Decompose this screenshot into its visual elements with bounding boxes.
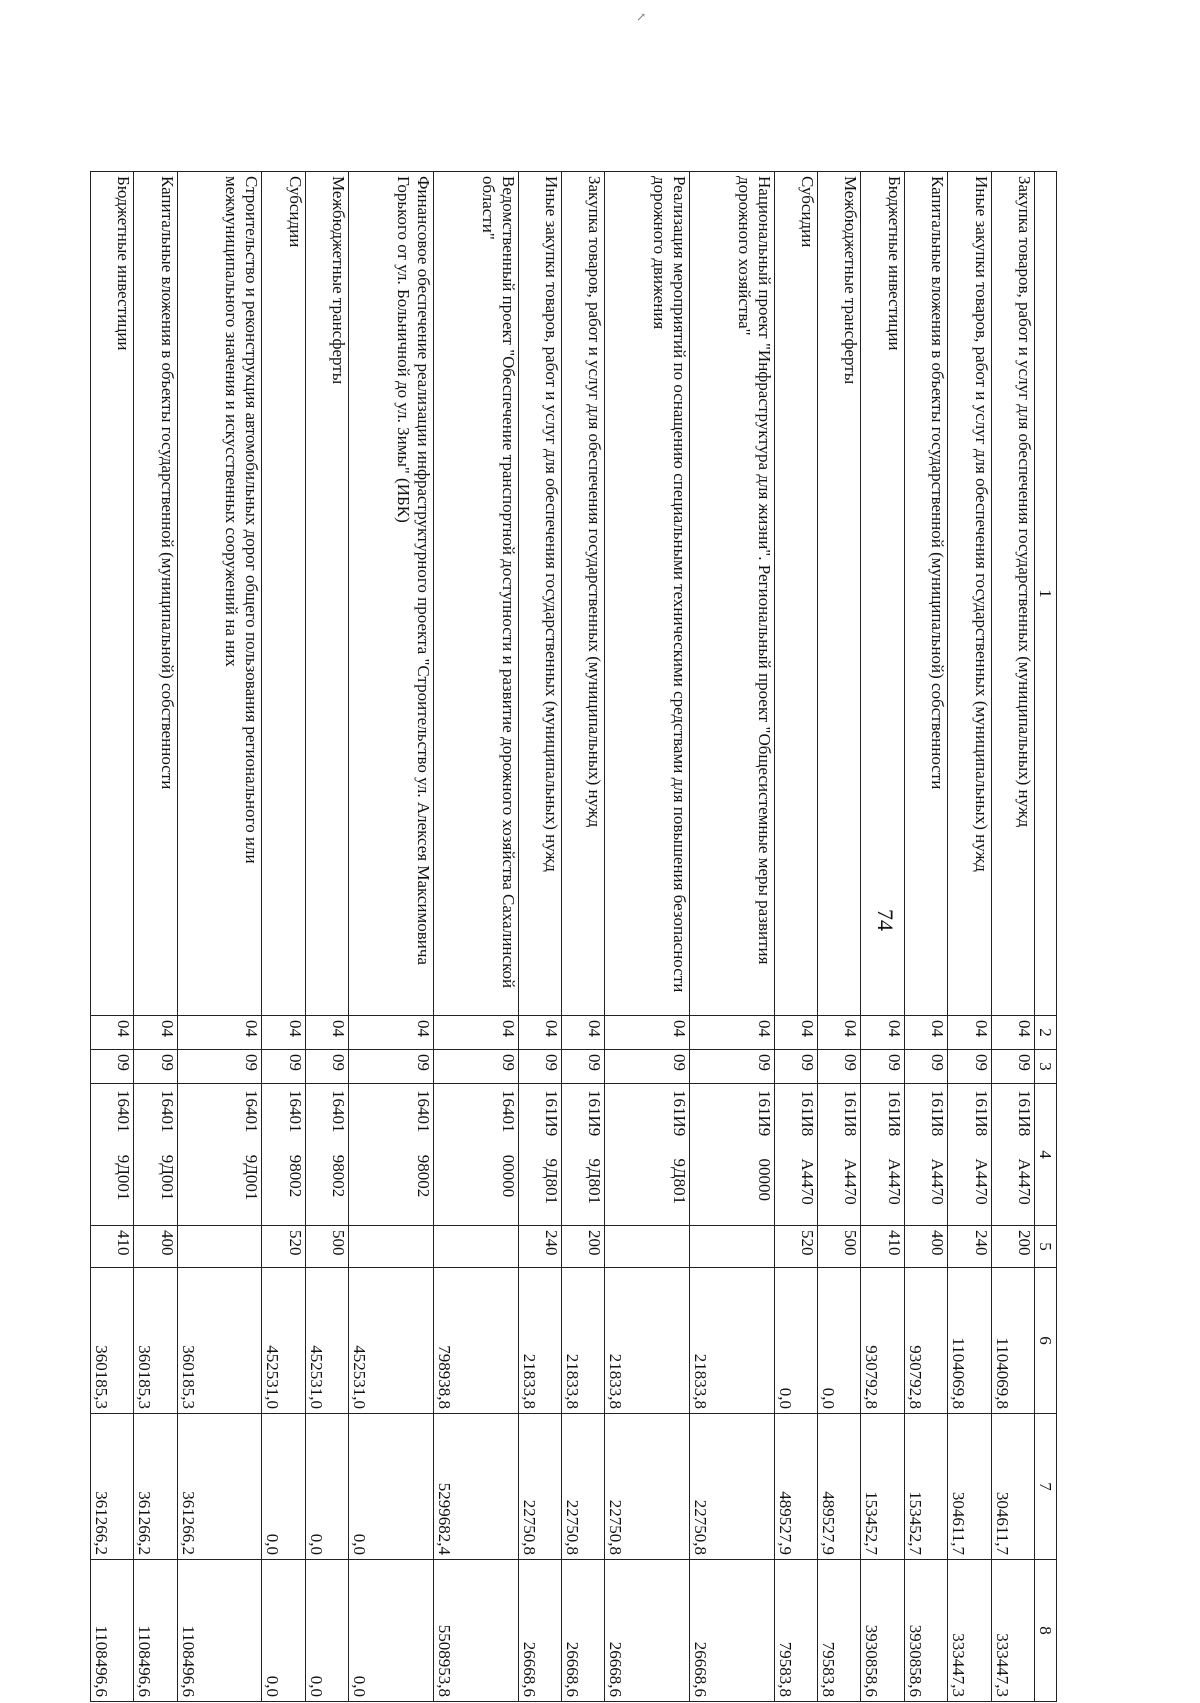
expense-type-cell: 500 <box>818 1226 861 1268</box>
amount-col7-cell: 22750,8 <box>605 1414 690 1560</box>
header-cell: 7 <box>1035 1414 1057 1560</box>
subsection-code-cell: 09 <box>562 1050 605 1084</box>
amount-col7-cell: 361266,2 <box>177 1414 262 1560</box>
amount-col6-cell: 1104069,8 <box>991 1268 1034 1414</box>
header-cell: 6 <box>1035 1268 1057 1414</box>
subsection-code-cell: 09 <box>349 1050 434 1084</box>
row-name-cell: Реализация мероприятий по оснащению специальными техническими средствами для повышения безопасности дорожного движения <box>605 172 690 1016</box>
table-row <box>433 172 518 1702</box>
expense-type-cell <box>177 1226 262 1268</box>
amount-col8-cell: 3930858,6 <box>861 1560 904 1702</box>
section-code-cell: 04 <box>774 1016 817 1050</box>
table-row <box>774 172 817 1702</box>
amount-col7-cell: 304611,7 <box>948 1414 991 1560</box>
section-code-cell: 04 <box>177 1016 262 1050</box>
subsection-code-cell: 09 <box>991 1050 1034 1084</box>
amount-col8-cell: 0,0 <box>305 1560 348 1702</box>
section-code-cell: 04 <box>518 1016 561 1050</box>
header-cell: 3 <box>1035 1050 1057 1084</box>
section-code-cell: 04 <box>262 1016 305 1050</box>
row-name-cell: Бюджетные инвестиции <box>91 172 134 1016</box>
target-article-cell: 16401 98002 <box>262 1084 305 1226</box>
amount-col7-cell: 489527,9 <box>774 1414 817 1560</box>
expense-type-cell: 500 <box>305 1226 348 1268</box>
stray-mark: ↗ <box>636 10 647 24</box>
amount-col7-cell: 153452,7 <box>861 1414 904 1560</box>
table-row <box>605 172 690 1702</box>
expense-type-cell: 400 <box>904 1226 947 1268</box>
subsection-code-cell: 09 <box>305 1050 348 1084</box>
subsection-code-cell: 09 <box>177 1050 262 1084</box>
page-number: 74 <box>873 909 898 931</box>
amount-col8-cell: 26668,6 <box>518 1560 561 1702</box>
section-code-cell: 04 <box>562 1016 605 1050</box>
table-row <box>305 172 348 1702</box>
expense-type-cell <box>433 1226 518 1268</box>
header-cell: 4 <box>1035 1084 1057 1226</box>
amount-col7-cell: 0,0 <box>305 1414 348 1560</box>
amount-col8-cell: 26668,6 <box>562 1560 605 1702</box>
amount-col7-cell: 304611,7 <box>991 1414 1034 1560</box>
row-name-cell: Закупка товаров, работ и услуг для обеспечения государственных (муниципальных) нужд <box>991 172 1034 1016</box>
expense-type-cell: 410 <box>861 1226 904 1268</box>
target-article-cell: 161И8 А4470 <box>904 1084 947 1226</box>
expense-type-cell <box>690 1226 775 1268</box>
expense-type-cell <box>605 1226 690 1268</box>
amount-col6-cell: 452531,0 <box>349 1268 434 1414</box>
table-body <box>91 172 1035 1702</box>
target-article-cell: 161И8 А4470 <box>774 1084 817 1226</box>
expense-type-cell: 520 <box>774 1226 817 1268</box>
section-code-cell: 04 <box>690 1016 775 1050</box>
amount-col6-cell: 0,0 <box>774 1268 817 1414</box>
amount-col7-cell: 22750,8 <box>518 1414 561 1560</box>
subsection-code-cell: 09 <box>262 1050 305 1084</box>
header-row <box>1035 172 1057 1702</box>
table-row <box>262 172 305 1702</box>
expense-type-cell <box>349 1226 434 1268</box>
target-article-cell: 161И8 А4470 <box>991 1084 1034 1226</box>
section-code-cell: 04 <box>904 1016 947 1050</box>
amount-col7-cell: 361266,2 <box>91 1414 134 1560</box>
row-name-cell: Капитальные вложения в объекты государственной (муниципальной) собственности <box>134 172 177 1016</box>
amount-col6-cell: 360185,3 <box>91 1268 134 1414</box>
amount-col6-cell: 21833,8 <box>605 1268 690 1414</box>
row-name-cell: Ведомственный проект "Обеспечение транспортной доступности и развитие дорожного хозяйства Сахалинской области" <box>433 172 518 1016</box>
table-row <box>349 172 434 1702</box>
amount-col7-cell: 5299682,4 <box>433 1414 518 1560</box>
row-name-cell: Межбюджетные трансферты <box>305 172 348 1016</box>
amount-col8-cell: 79583,8 <box>774 1560 817 1702</box>
section-code-cell: 04 <box>861 1016 904 1050</box>
expense-type-cell: 520 <box>262 1226 305 1268</box>
amount-col6-cell: 21833,8 <box>690 1268 775 1414</box>
target-article-cell: 161И9 00000 <box>690 1084 775 1226</box>
row-name-cell: Финансовое обеспечение реализации инфраструктурного проекта "Строительство ул. Алексея Максимовича Горького от ул. Больничной до ул. Зимы" (ИБК) <box>349 172 434 1016</box>
amount-col7-cell: 153452,7 <box>904 1414 947 1560</box>
table-row <box>134 172 177 1702</box>
amount-col6-cell: 798938,8 <box>433 1268 518 1414</box>
target-article-cell: 161И9 9Д801 <box>518 1084 561 1226</box>
amount-col6-cell: 21833,8 <box>562 1268 605 1414</box>
amount-col7-cell: 361266,2 <box>134 1414 177 1560</box>
table-row <box>690 172 775 1702</box>
amount-col6-cell: 21833,8 <box>518 1268 561 1414</box>
subsection-code-cell: 09 <box>91 1050 134 1084</box>
table-row <box>991 172 1034 1702</box>
row-name-cell: Иные закупки товаров, работ и услуг для обеспечения государственных (муниципальных) нужд <box>948 172 991 1016</box>
expense-type-cell: 200 <box>991 1226 1034 1268</box>
subsection-code-cell: 09 <box>861 1050 904 1084</box>
section-code-cell: 04 <box>91 1016 134 1050</box>
amount-col6-cell: 0,0 <box>818 1268 861 1414</box>
amount-col8-cell: 79583,8 <box>818 1560 861 1702</box>
section-code-cell: 04 <box>991 1016 1034 1050</box>
target-article-cell: 16401 98002 <box>305 1084 348 1226</box>
target-article-cell: 16401 9Д001 <box>177 1084 262 1226</box>
target-article-cell: 161И9 9Д801 <box>562 1084 605 1226</box>
table-row <box>91 172 134 1702</box>
amount-col8-cell: 26668,6 <box>605 1560 690 1702</box>
subsection-code-cell: 09 <box>690 1050 775 1084</box>
amount-col7-cell: 0,0 <box>262 1414 305 1560</box>
table-row <box>562 172 605 1702</box>
amount-col8-cell: 26668,6 <box>690 1560 775 1702</box>
row-name-cell: Субсидии <box>774 172 817 1016</box>
header-cell: 5 <box>1035 1226 1057 1268</box>
amount-col7-cell: 22750,8 <box>562 1414 605 1560</box>
amount-col6-cell: 452531,0 <box>305 1268 348 1414</box>
target-article-cell: 16401 00000 <box>433 1084 518 1226</box>
subsection-code-cell: 09 <box>948 1050 991 1084</box>
amount-col6-cell: 930792,8 <box>904 1268 947 1414</box>
section-code-cell: 04 <box>948 1016 991 1050</box>
table-row <box>861 172 904 1702</box>
amount-col8-cell: 333447,3 <box>991 1560 1034 1702</box>
amount-col8-cell: 0,0 <box>349 1560 434 1702</box>
row-name-cell: Капитальные вложения в объекты государственной (муниципальной) собственности <box>904 172 947 1016</box>
amount-col6-cell: 360185,3 <box>134 1268 177 1414</box>
target-article-cell: 16401 9Д001 <box>134 1084 177 1226</box>
table-row <box>818 172 861 1702</box>
amount-col6-cell: 930792,8 <box>861 1268 904 1414</box>
table-row <box>948 172 991 1702</box>
subsection-code-cell: 09 <box>518 1050 561 1084</box>
row-name-cell: Субсидии <box>262 172 305 1016</box>
table-row <box>518 172 561 1702</box>
expense-type-cell: 400 <box>134 1226 177 1268</box>
subsection-code-cell: 09 <box>774 1050 817 1084</box>
budget-table <box>90 171 1057 1702</box>
amount-col8-cell: 0,0 <box>262 1560 305 1702</box>
expense-type-cell: 240 <box>518 1226 561 1268</box>
row-name-cell: Национальный проект "Инфраструктура для жизни". Региональный проект "Общесистемные меры развития дорожного хозяйства" <box>690 172 775 1016</box>
amount-col8-cell: 5508953,8 <box>433 1560 518 1702</box>
table-row <box>904 172 947 1702</box>
header-cell: 8 <box>1035 1560 1057 1702</box>
rotated-table-wrapper <box>90 171 1057 1701</box>
section-code-cell: 04 <box>134 1016 177 1050</box>
section-code-cell: 04 <box>433 1016 518 1050</box>
target-article-cell: 161И8 А4470 <box>818 1084 861 1226</box>
header-cell: 1 <box>1035 172 1057 1016</box>
subsection-code-cell: 09 <box>818 1050 861 1084</box>
amount-col6-cell: 452531,0 <box>262 1268 305 1414</box>
amount-col7-cell: 0,0 <box>349 1414 434 1560</box>
table-row <box>177 172 262 1702</box>
expense-type-cell: 200 <box>562 1226 605 1268</box>
row-name-cell: Закупка товаров, работ и услуг для обеспечения государственных (муниципальных) нужд <box>562 172 605 1016</box>
amount-col6-cell: 360185,3 <box>177 1268 262 1414</box>
subsection-code-cell: 09 <box>904 1050 947 1084</box>
subsection-code-cell: 09 <box>134 1050 177 1084</box>
section-code-cell: 04 <box>349 1016 434 1050</box>
subsection-code-cell: 09 <box>605 1050 690 1084</box>
amount-col8-cell: 1108496,6 <box>134 1560 177 1702</box>
target-article-cell: 161И9 9Д801 <box>605 1084 690 1226</box>
section-code-cell: 04 <box>305 1016 348 1050</box>
section-code-cell: 04 <box>605 1016 690 1050</box>
expense-type-cell: 410 <box>91 1226 134 1268</box>
row-name-cell: Иные закупки товаров, работ и услуг для обеспечения государственных (муниципальных) нужд <box>518 172 561 1016</box>
subsection-code-cell: 09 <box>433 1050 518 1084</box>
section-code-cell: 04 <box>818 1016 861 1050</box>
header-cell: 2 <box>1035 1016 1057 1050</box>
row-name-cell: Бюджетные инвестиции <box>861 172 904 1016</box>
amount-col7-cell: 22750,8 <box>690 1414 775 1560</box>
amount-col6-cell: 1104069,8 <box>948 1268 991 1414</box>
amount-col8-cell: 333447,3 <box>948 1560 991 1702</box>
target-article-cell: 16401 98002 <box>349 1084 434 1226</box>
target-article-cell: 16401 9Д001 <box>91 1084 134 1226</box>
row-name-cell: Строительство и реконструкция автомобильных дорог общего пользования регионального или межмуниципального значения и искусственных сооружений на них <box>177 172 262 1016</box>
amount-col8-cell: 3930858,6 <box>904 1560 947 1702</box>
row-name-cell: Межбюджетные трансферты <box>818 172 861 1016</box>
target-article-cell: 161И8 А4470 <box>948 1084 991 1226</box>
amount-col7-cell: 489527,9 <box>818 1414 861 1560</box>
amount-col8-cell: 1108496,6 <box>91 1560 134 1702</box>
amount-col8-cell: 1108496,6 <box>177 1560 262 1702</box>
expense-type-cell: 240 <box>948 1226 991 1268</box>
target-article-cell: 161И8 А4470 <box>861 1084 904 1226</box>
